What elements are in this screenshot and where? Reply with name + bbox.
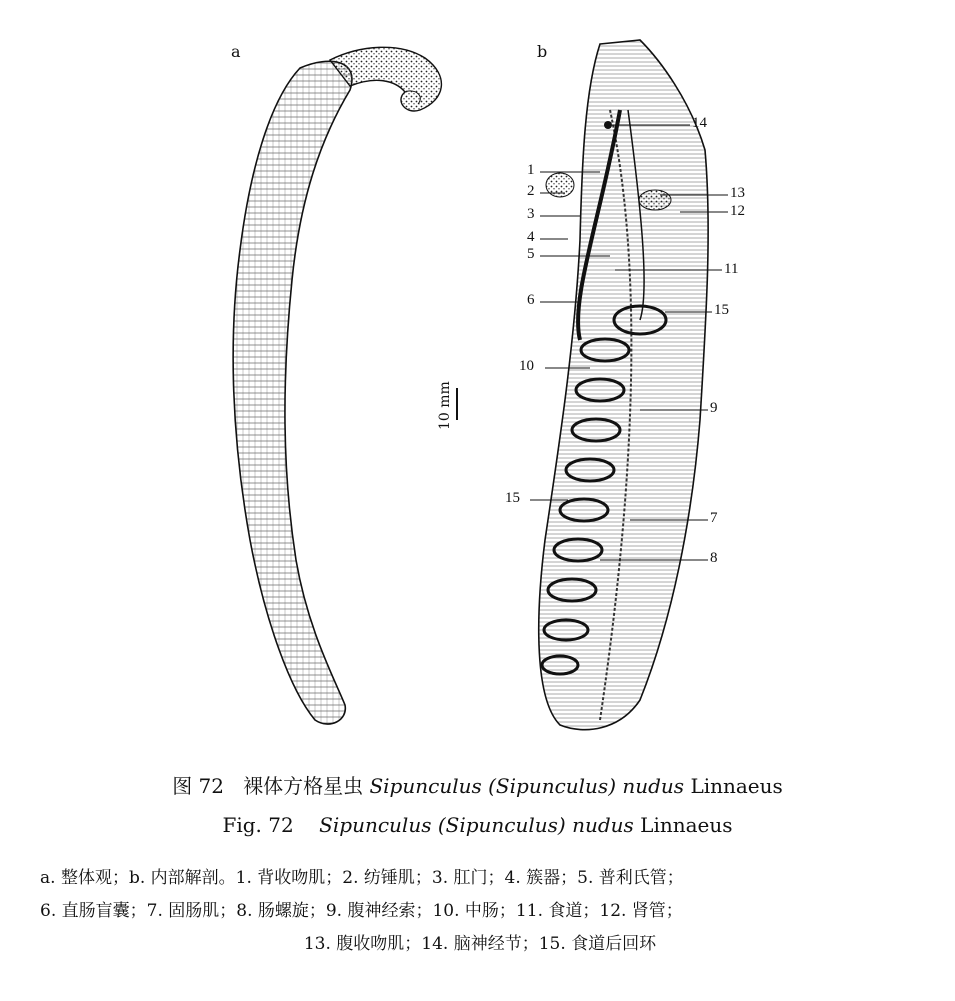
callout-10: 10 — [519, 358, 534, 374]
caption-cn-name: 裸体方格星虫 — [243, 774, 364, 798]
caption-cn-author: Linnaeus — [690, 774, 783, 798]
callout-3: 3 — [527, 206, 535, 222]
caption-en-species: nudus — [572, 813, 634, 837]
callout-11: 11 — [724, 261, 739, 277]
callout-4: 4 — [527, 229, 535, 245]
caption-cn-genus: Sipunculus — [369, 774, 482, 798]
caption-cn-prefix: 图 72 — [172, 774, 225, 798]
drawing-a-whole-animal — [233, 47, 441, 724]
callout-13: 13 — [730, 185, 745, 201]
caption-en-author: Linnaeus — [640, 813, 733, 837]
caption-chinese — [0, 770, 955, 799]
callout-1: 1 — [527, 162, 535, 178]
callout-14: 14 — [692, 115, 707, 131]
legend — [40, 862, 920, 961]
caption-english — [0, 813, 955, 837]
callout-9: 9 — [710, 400, 718, 416]
callout-12: 12 — [730, 203, 745, 219]
callout-5: 5 — [527, 246, 535, 262]
caption-cn-species: nudus — [622, 774, 685, 798]
callout-15-upper: 15 — [714, 302, 729, 318]
callout-2: 2 — [527, 183, 535, 199]
caption-en-prefix: Fig. 72 — [222, 813, 294, 837]
legend-line-3: 13. 腹收吻肌；14. 脑神经节；15. 食道后回环 — [303, 934, 657, 954]
panel-label-b: b — [537, 42, 548, 61]
scale-label: 10 mm — [437, 381, 453, 430]
caption-cn-subgenus: (Sipunculus) — [488, 774, 616, 798]
legend-line-2: 6. 直肠盲囊；7. 固肠肌；8. 肠螺旋；9. 腹神经索；10. 中肠；11. 食道；12. 肾管； — [40, 901, 683, 921]
callout-6: 6 — [527, 292, 535, 308]
drawing-b-dissection — [530, 40, 728, 730]
callout-15-lower: 15 — [505, 490, 520, 506]
callout-8: 8 — [710, 550, 718, 566]
caption-en-subgenus: (Sipunculus) — [437, 813, 566, 837]
callout-7: 7 — [710, 510, 718, 526]
panel-label-a: a — [231, 42, 241, 61]
caption-en-genus: Sipunculus — [319, 813, 432, 837]
legend-line-1: a. 整体观；b. 内部解剖。1. 背收吻肌；2. 纺锤肌；3. 肛门；4. 簇器；5. 普利氏管； — [40, 868, 684, 888]
